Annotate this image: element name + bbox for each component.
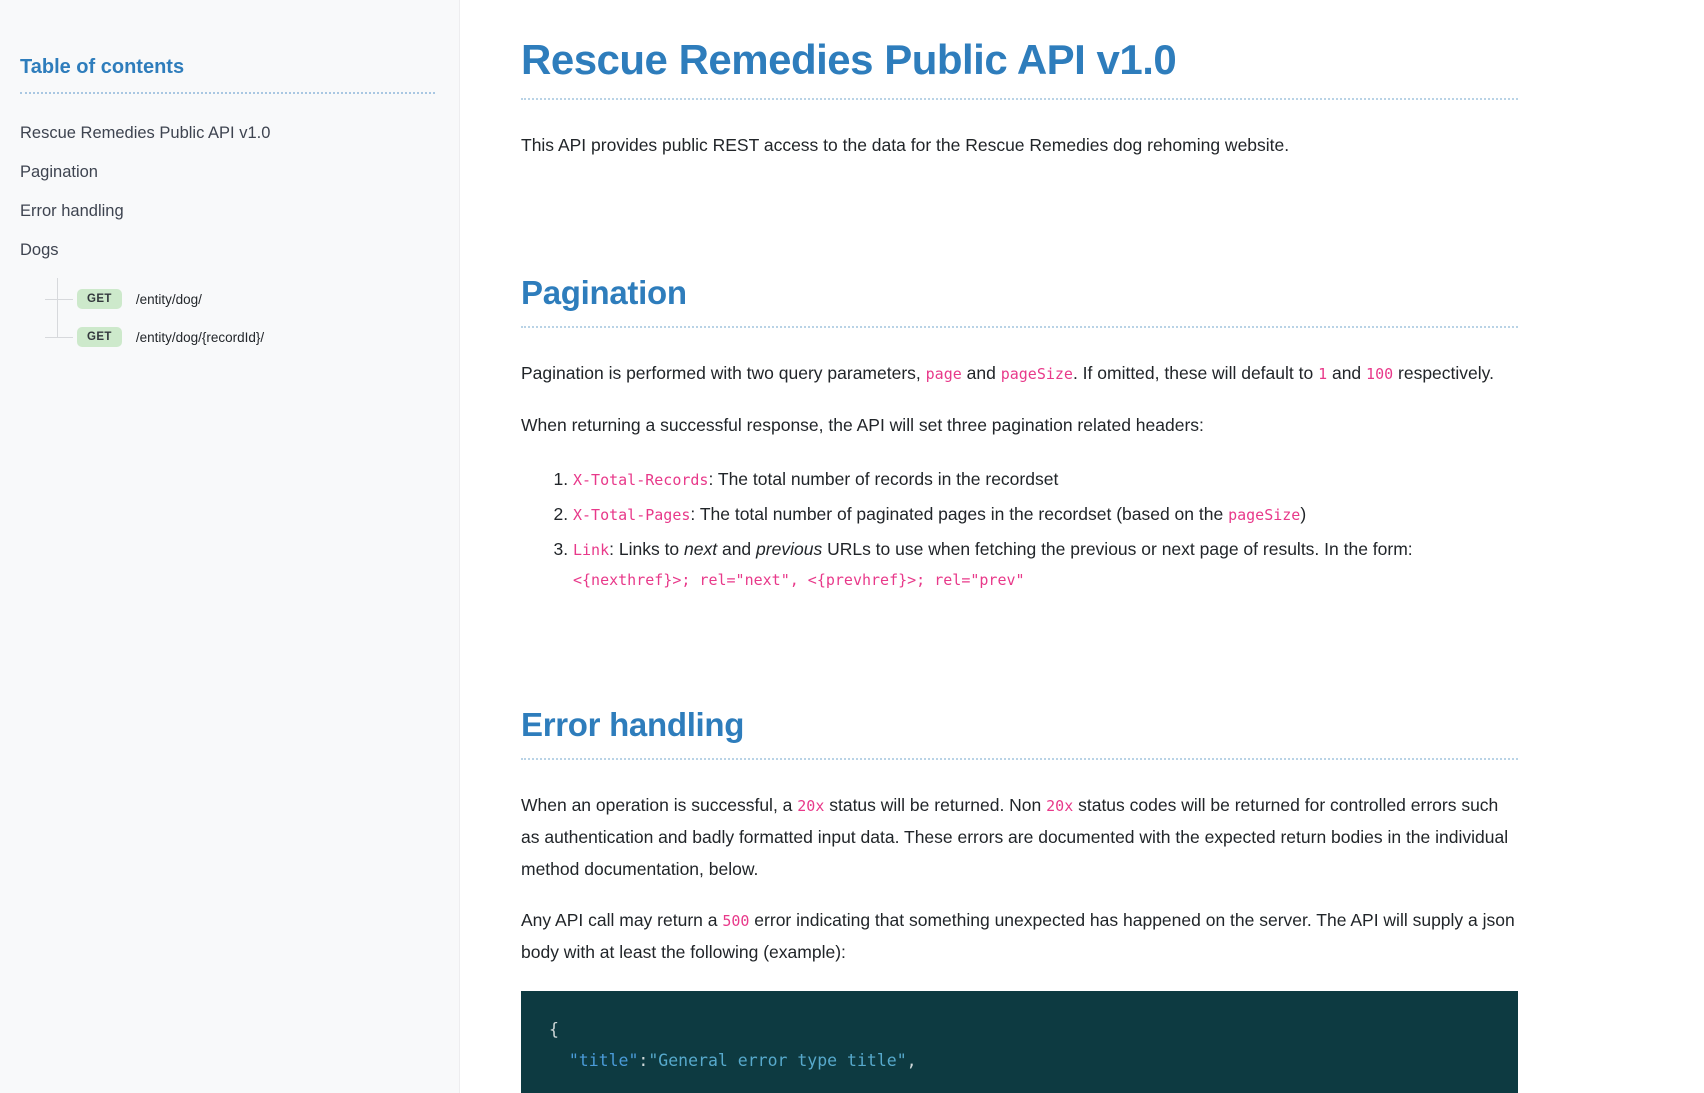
pagination-headers-list (521, 464, 1518, 594)
tree-connector (45, 299, 73, 300)
method-badge: GET (77, 289, 122, 309)
toc-list (20, 124, 435, 356)
code-line: "title":"General error type title", (568, 1050, 917, 1070)
list-item: 3. Link: Links to next and previous URLs to use when fetching the previous or next page of results. In the form: <{nexthref}>; rel="next", <{prevhref}>; rel="prev" (573, 534, 1518, 594)
error-handling-paragraph-1: When an operation is successful, a 20x status will be returned. Non 20x status codes will be returned for controlled errors such as authentication and badly formatted input data. These errors are documented with the expected return bodies in the individual method documentation, below. (521, 794, 1509, 879)
code-line: { (549, 1020, 559, 1040)
tree-connector (57, 278, 58, 338)
section-heading-pagination: Pagination (521, 274, 1518, 328)
toc-item-error-handling[interactable]: Error handling (20, 202, 124, 220)
section-heading-error-handling: Error handling (521, 706, 1518, 760)
toc-item-pagination[interactable]: Pagination (20, 163, 98, 181)
pagination-paragraph-2: When returning a successful response, the API will set three pagination related headers: (521, 414, 1204, 435)
pagination-paragraph-1: Pagination is performed with two query parameters, page and pageSize. If omitted, these will default to 1 and 100 respectively. (521, 362, 1494, 383)
endpoint-tree (20, 280, 435, 356)
endpoint-get-dog-list[interactable] (77, 280, 435, 318)
toc-title: Table of contents (20, 56, 435, 94)
table-of-contents-sidebar (0, 0, 460, 1093)
toc-item-api-title[interactable]: Rescue Remedies Public API v1.0 (20, 124, 271, 142)
page-title: Rescue Remedies Public API v1.0 (521, 36, 1518, 100)
toc-item-dogs[interactable]: Dogs (20, 241, 59, 259)
list-item: 1. X-Total-Records: The total number of records in the recordset (573, 464, 1518, 494)
endpoint-get-dog-record[interactable] (77, 318, 435, 356)
tree-connector (45, 337, 73, 338)
endpoint-path: /entity/dog/{recordId}/ (135, 329, 265, 345)
endpoint-path: /entity/dog/ (135, 291, 202, 307)
list-item: 2. X-Total-Pages: The total number of paginated pages in the recordset (based on the pageSize) (573, 499, 1518, 529)
error-handling-paragraph-2: Any API call may return a 500 error indicating that something unexpected has happened on the server. The API will supply a json body with at least the following (example): (521, 910, 1515, 963)
main-content (461, 0, 1704, 1093)
method-badge: GET (77, 327, 122, 347)
intro-paragraph: This API provides public REST access to the data for the Rescue Remedies dog rehoming website. (521, 135, 1290, 155)
error-example-code-block (521, 991, 1518, 1093)
